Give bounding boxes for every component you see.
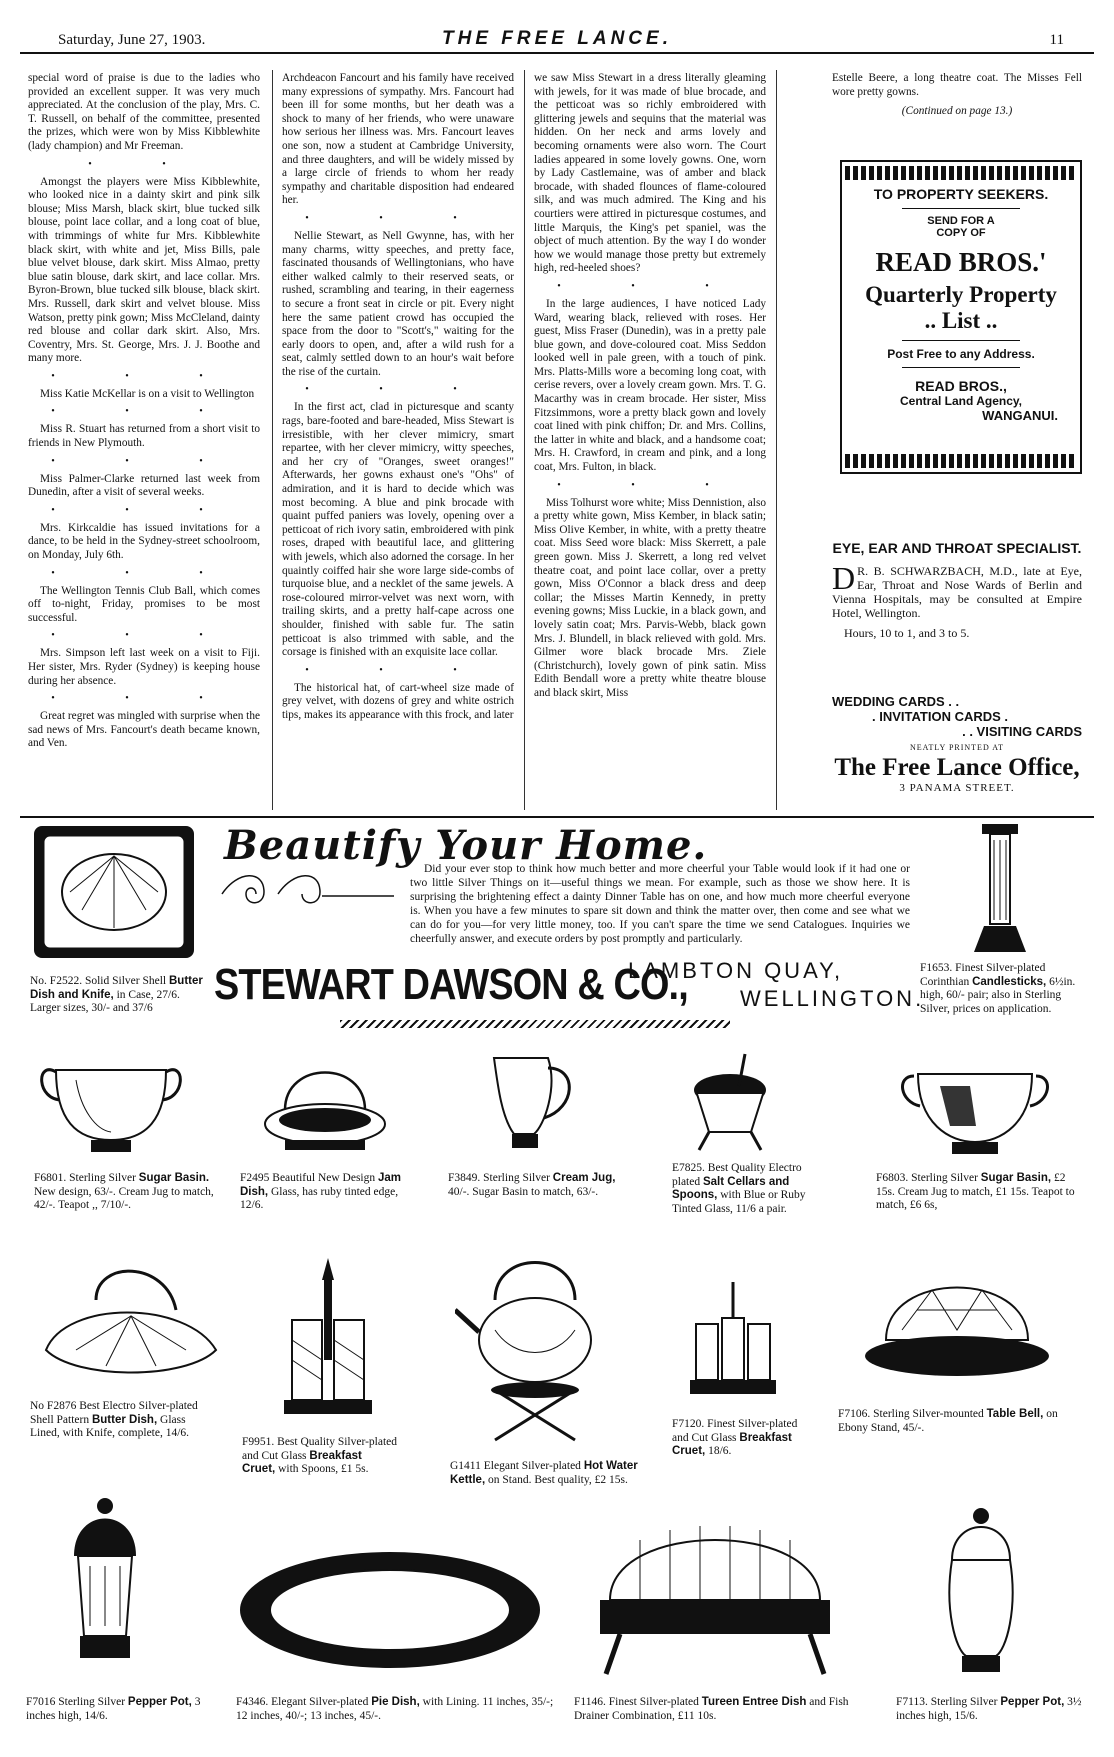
caption-sugar-basin-2 (876, 1172, 1086, 1213)
column-3 (534, 72, 766, 707)
item-code: E7825. (672, 1162, 705, 1174)
item-price: on Ebony Stand, 45/-. (838, 1408, 1058, 1434)
item-price: in Case, 27/6. Larger sizes, 30/- and 37/6 (30, 988, 180, 1014)
item-code: G1411 (450, 1460, 481, 1472)
zigzag-ornament (340, 1020, 730, 1028)
firm-address-line-2: WELLINGTON. (740, 986, 925, 1011)
column-1 (28, 72, 260, 757)
ad-sign-town: WANGANUI. (982, 408, 1058, 423)
item-code: F1653. (920, 962, 953, 974)
item-name: Breakfast Cruet, (672, 1431, 792, 1457)
advert-intro: Did your ever stop to think how much better and more cheerful your Table would look if it had one or two little Silver Things on it—useful things we mean. For example, such as those we show here. It is surprising the brightening effect a dainty Dinner Table has on one, and how much more cheerful everyone is. When you have a few minutes to spare sit down and think the matter over, then come and see what we can do for you—for very little money, too. If you can't spare the time we send Catalogues. Inquiries we cheerfully answer, and execute orders by post promptly and particularly. (410, 863, 910, 945)
item-code: No. F2522. (30, 975, 83, 987)
item-code: F4346. (236, 1696, 269, 1708)
column-2 (282, 72, 514, 729)
caption-butter-dish (30, 975, 205, 1016)
item-code: F6801. (34, 1172, 67, 1184)
specialist-body (832, 560, 1082, 620)
advert-title: Beautify Your Home. (224, 822, 708, 869)
paragraph: Miss R. Stuart has returned from a short visit to friends in New Plymouth. (28, 423, 260, 450)
item-code: F6803. (876, 1172, 909, 1184)
butter-dish-case-illustration (30, 820, 200, 965)
ad-sign-agency: Central Land Agency, (899, 394, 1023, 408)
item-price: and Fish Drainer Combination, £11 10s. (574, 1696, 849, 1722)
item-price: 6½in. high, 60/- pair; also in Sterling Silver, prices on application. (920, 975, 1076, 1015)
item-desc: Finest Silver-plated (608, 1696, 699, 1708)
item-price: Glass, has ruby tinted edge, 12/6. (240, 1185, 399, 1211)
item-name: Candlesticks, (972, 975, 1047, 988)
ornamental-border (845, 454, 1077, 468)
divider (902, 367, 1020, 368)
specialist-hours: Hours, 10 to 1, and 3 to 5. (844, 626, 970, 640)
item-name: Tureen Entree Dish (701, 1696, 807, 1708)
pie-dish-illustration (230, 1540, 550, 1680)
caption-pepper-pot-2 (896, 1696, 1086, 1723)
caption-breakfast-cruet-2 (672, 1418, 812, 1459)
paragraph: Mrs. Simpson left last week on a visit to Fiji. Her sister, Mrs. Ryder (Sydney) is keeping house during her absence. (28, 647, 260, 687)
table-bell-illustration (862, 1260, 1052, 1390)
item-name: Pepper Pot, (127, 1696, 192, 1708)
item-price: 3½ inches high, 15/6. (896, 1696, 1082, 1722)
item-code: F9951. (242, 1436, 275, 1448)
item-code: F2495 (240, 1172, 270, 1184)
item-code: No F2876 (30, 1400, 77, 1412)
separator-dots: • • • (51, 455, 237, 467)
item-name: Table Bell, (986, 1408, 1044, 1420)
ad-list-line-1: Quarterly Property (865, 282, 1057, 307)
paragraph: Archdeacon Fancourt and his family have received many expressions of sympathy. Mrs. Fancourt had been ill for some months, but her death was a shock to many of her friends, who were unaware how serious her illness was. Mrs. Fancourt leaves one son, now a student at Cambridge University, and three daughters, and will be widely missed by a large circle of friends to whom her ready sympathy and charitable disposition had endeared her. (282, 72, 514, 207)
invitation-cards: . INVITATION CARDS . (872, 709, 1009, 724)
item-name: Sugar Basin. (138, 1172, 210, 1184)
cream-jug-illustration (488, 1048, 578, 1158)
office-name: The Free Lance Office, (834, 754, 1080, 781)
ad-list-line-2: .. List .. (924, 308, 998, 333)
paragraph: Miss Palmer-Clarke returned last week from Dunedin, after a visit of several weeks. (28, 472, 260, 499)
paragraph: Miss Tolhurst wore white; Miss Dennistion, also a pretty white gown, Miss Kember, in black satin; Miss Olive Kember, in white, with a pretty theatre coat. Miss Seed wore black: Miss Skerrett, a pale green gown. Miss J. Skerrett, a long red velvet theatre coat, and point lace collar, over a pretty gown, Miss O'Connor a black dress and deep collar; the Misses Martin Kennedy, in pretty evening gowns; Miss Luckie, in a black gown, and lovely satin coat; Mrs. Parvis-Webb, black gown Mrs. J. Blundell, in black relieved with gold. Mrs. Gilmer wore black brocade Mrs. Ziele (Christchurch), lovely gown of pink satin. Miss Edith Bendall wore a pretty white theatre blouse and black skirt, Miss (534, 496, 766, 699)
masthead (20, 28, 1094, 54)
separator-dots: • • • (557, 479, 743, 491)
paragraph: Amongst the players were Miss Kibblewhite, who looked nice in a dainty skirt and pink silk blouse; Miss Marsh, black skirt, blue tucked silk blouse, point lace collar, and a long coat of blue, with trimmings of white fur Mrs. Kibblewhite black skirt, with white and jet, Miss Bills, pale blue velvet blouse, dark skirt. Miss Almao, pretty blue satin blouse, dark skirt, and lace collar. Mrs. Byron-Brown, blue tucked silk blouse, black skirt. Mrs. Russell, dark skirt and velvet blouse. Miss Watson, pretty pink gown; Miss McCleland, dainty red blouse and collar dark skirt. Also, Mrs. Coventry, Mrs. St. George, Mrs. J. J. Boothe and many more. (28, 175, 260, 365)
pepper-pot-illustration (60, 1486, 150, 1686)
jam-dish-illustration (255, 1050, 395, 1160)
paragraph: The historical hat, of cart-wheel size made of grey velvet, with dozens of grey and white ostrich tips, makes its appearance with this frock, and later (282, 681, 514, 721)
wedding-cards: WEDDING CARDS . . (832, 694, 960, 709)
separator-dots: • • (88, 158, 200, 170)
caption-pie-dish (236, 1696, 566, 1723)
item-code: F7113. (896, 1696, 928, 1708)
divider (902, 340, 1020, 341)
printing-advert (832, 694, 1082, 794)
item-desc: Solid Silver Shell (84, 975, 167, 987)
column-rule (272, 70, 273, 810)
item-desc: Best Quality Electro plated (672, 1162, 802, 1188)
divider (902, 208, 1020, 209)
paragraph: The Wellington Tennis Club Ball, which comes off to-night, Friday, promises to be most successful. (28, 584, 260, 624)
item-desc: Finest Silver-plated Corinthian (920, 962, 1046, 988)
caption-candlesticks (920, 962, 1090, 1016)
separator-dots: • • • (51, 406, 237, 418)
caption-shell-butter-dish (30, 1400, 210, 1441)
item-name: Sugar Basin, (980, 1172, 1052, 1184)
kettle-illustration (455, 1240, 615, 1450)
issue-date: Saturday, June 27, 1903. (58, 32, 206, 48)
specialist-notice (832, 540, 1082, 641)
item-name: Hot Water Kettle, (450, 1460, 638, 1486)
item-desc: Sterling Silver-mounted (873, 1408, 984, 1420)
item-price: New design, 63/-. Cream Jug to match, 42/-. Teapot ,, 7/10/-. (34, 1185, 214, 1211)
caption-table-bell (838, 1408, 1088, 1435)
item-name: Breakfast Cruet, (242, 1449, 362, 1475)
column-4 (832, 72, 1082, 125)
paragraph: Mrs. Kirkcaldie has issued invitations for a dance, to be held in the Sydney-street schoolroom, on Monday, July 6th. (28, 521, 260, 562)
item-code: F7016 (26, 1696, 56, 1708)
firm-address-line-1: LAMBTON QUAY, (628, 958, 844, 983)
shell-butter-dish-illustration (36, 1260, 226, 1395)
caption-cream-jug (448, 1172, 633, 1199)
cruet-2-illustration (688, 1278, 778, 1408)
item-name: Jam Dish, (240, 1172, 402, 1198)
separator-dots: • • • (51, 567, 237, 579)
specialist-title: EYE, EAR AND THROAT SPECIALIST. (832, 540, 1082, 556)
separator-dots: • • • (305, 664, 491, 676)
separator-dots: • • • (51, 630, 237, 642)
item-desc: Sterling Silver (58, 1696, 126, 1708)
item-desc: Finest Silver-plated and Cut Glass (672, 1418, 798, 1444)
item-desc: Best Electro Silver-plated Shell Pattern (30, 1400, 198, 1426)
caption-jam-dish (240, 1172, 410, 1213)
column-rule (524, 70, 525, 810)
read-bros-advert (840, 160, 1082, 474)
item-price: Glass Lined, with Knife, complete, 14/6. (30, 1413, 190, 1439)
separator-dots: • • • (51, 693, 237, 705)
paragraph: Nellie Stewart, as Nell Gwynne, has, with her many charms, witty speeches, and pretty face, fascinated thousands of Wellingtonians, who have either walked calmly to their reserved seats, or rushed, scrambling and tearing, in their eagerness to secure a front seat in circle or pit. Every night here the same patient crowd has occupied the space from the door to "Scott's," waiting for the early doors to open, and, after a wild rush for a seat, calmly settled down to an hour's wait before the rise of the curtain. (282, 229, 514, 378)
specialist-text: R. B. SCHWARZBACH, M.D., late at Eye, Ear, Throat and Nose Wards of Berlin and Vienna Hospitals, may be consulted at Empire Hotel, Wellington. (832, 564, 1082, 620)
item-price: 40/-. Sugar Basin to match, 63/-. (448, 1185, 599, 1198)
ad-post-free: Post Free to any Address. (887, 347, 1035, 361)
item-desc: Sterling Silver (911, 1172, 978, 1184)
scroll-ornament (218, 866, 398, 912)
separator-dots: • • • (51, 370, 237, 382)
item-code: F7106. (838, 1408, 871, 1420)
item-desc: Elegant Silver-plated (483, 1460, 581, 1472)
ad-firm-name: READ BROS.' (875, 247, 1047, 277)
ornamental-border (845, 166, 1077, 180)
salt-cellar-illustration (685, 1046, 775, 1156)
drop-cap: D (832, 560, 856, 596)
item-code: F7120. (672, 1418, 705, 1430)
caption-tureen (574, 1696, 884, 1723)
office-address: 3 PANAMA STREET. (899, 782, 1015, 794)
caption-kettle (450, 1460, 640, 1487)
item-name: Butter Dish and Knife, (30, 975, 203, 1001)
paragraph: we saw Miss Stewart in a dress literally gleaming with jewels, for it was made of blue brocade, and the petticoat was so richly embroidered with glittering jewels and sequins that the material was hidden. On her neck and arms lovely and becoming ornaments were also worn. The Court ladies appeared in some lovely gowns. One, worn by Lady Castlemaine, was of amber and black brocade, with shaded flounces of flame-coloured silk, and was much admired. The King and his courtiers were attired in picturesque costumes, and little Marquis, the King's pet spaniel, was the object of much attention. By the way I do wonder how we would manage those pretty but extremely high, red-heeled shoes? (534, 72, 766, 275)
pepper-pot-2-illustration (936, 1500, 1026, 1685)
separator-dots: • • • (305, 384, 491, 396)
firm-name: STEWART DAWSON & CO., (214, 960, 688, 1009)
ad-send-line: SEND FOR A (927, 215, 995, 227)
item-desc: Sterling Silver (483, 1172, 550, 1184)
separator-dots: • • • (557, 280, 743, 292)
item-name: Pie Dish, (371, 1696, 420, 1708)
paragraph: In the large audiences, I have noticed Lady Ward, wearing black, relieved with roses. Her guest, Miss Fraser (Dunedin), was in a pretty pale blue gown, and dove-coloured coat. Miss Seddon looked well in pale green, with a touch of pink. Mrs. Platts-Mills wore a becoming long coat, with cerise revers, over a lovely cream gown. Mrs. T. G. Macarthy was in cream brocade. Her sister, Miss Fitzsimmons, wore a pretty black gown and lovely coat lined with pink chiffon; Dr. and Mrs. Collins, the latter in white and black, and a handsome coat; Mrs. H. Crawford, in cream and pink, and a long coat, Mrs. Fulton, in black. (534, 297, 766, 474)
newspaper-title: THE FREE LANCE. (442, 28, 672, 49)
separator-dots: • • • (51, 504, 237, 516)
neatly-printed: NEATLY PRINTED AT (909, 743, 1005, 752)
ad-copy-line: COPY OF (936, 227, 986, 239)
item-name: Pepper Pot, (1000, 1696, 1065, 1708)
item-price: £2 15s. Cream Jug to match, £1 15s. Teapot to match, £6 6s, (876, 1172, 1075, 1211)
item-desc: Best Quality Silver-plated and Cut Glass (242, 1436, 398, 1462)
item-code: F3849. (448, 1172, 481, 1184)
cruet-illustration (278, 1250, 378, 1430)
caption-sugar-basin (34, 1172, 214, 1213)
item-desc: Elegant Silver-plated (271, 1696, 369, 1708)
item-price: 18/6. (708, 1445, 732, 1457)
item-price: with Lining. 11 inches, 35/-; 12 inches, 40/-; 13 inches, 45/-. (236, 1696, 554, 1722)
item-code: F1146. (574, 1696, 606, 1708)
column-rule (776, 70, 777, 810)
section-rule (20, 816, 1094, 818)
paragraph: In the first act, clad in picturesque and scanty rags, bare-footed and bare-headed, Miss Stewart is irresistible, with her clever mimicry, smart repartee, with her clever mimicry, witty speeches, and her cry of "Oranges, sweet oranges!" Afterwards, her gowns exhaust one's "Ohs" of admiration, and it is hard to decide which was most becoming. A blue and pink brocade with quaint puffed paniers was lovely, opening over a petticoat of rich ivory satin, embroidered with pink roses, draped with beautiful lace, and glittering with jewels, which also adorned the corsage. In her quaintly coiffed hair she wore large side-combs of turquoise blue, and a necklet of the same jewels. A rose-coloured mirror-velvet was next worn, with trailing skirts, and a pretty half-cape across one shoulder, finished with sable fur. The satin petticoat is also trimmed with sable, and the corsage is finished with an exquisite lace collar. (282, 401, 514, 659)
caption-salt-cellars (672, 1162, 822, 1216)
ad-sign-name: READ BROS., (915, 378, 1007, 394)
item-name: Butter Dish, (91, 1413, 158, 1426)
separator-dots: • • • (305, 212, 491, 224)
sugar-basin-illustration (36, 1060, 186, 1160)
item-desc: Sterling Silver (930, 1696, 998, 1708)
visiting-cards: . . VISITING CARDS (962, 724, 1082, 739)
page-number: 11 (1049, 32, 1064, 48)
item-price: with Blue or Ruby Tinted Glass, 11/6 a pair. (672, 1189, 806, 1215)
item-price: with Spoons, £1 5s. (278, 1463, 369, 1475)
sugar-basin-2-illustration (900, 1062, 1050, 1162)
item-name: Cream Jug, (552, 1172, 616, 1184)
item-desc: Sterling Silver (69, 1172, 136, 1184)
paragraph: Miss Katie McKellar is on a visit to Wellington (40, 387, 255, 400)
caption-breakfast-cruet (242, 1436, 397, 1477)
item-price: 3 inches high, 14/6. (26, 1696, 201, 1722)
item-name: Salt Cellars and Spoons, (672, 1175, 790, 1201)
item-desc: Beautiful New Design (272, 1172, 376, 1184)
item-price: on Stand. Best quality, £2 15s. (488, 1473, 628, 1486)
paragraph: special word of praise is due to the ladies who provided an excellent supper. It was very much appreciated. At the conclusion of the play, Mrs. C. T. Russell, on behalf of the committee, presented the prizes, which were won by Miss Kibblewhite (lady champion) and Mr Freeman. (28, 72, 260, 152)
continued-note: (Continued on page 13.) (901, 105, 1013, 118)
paragraph: Estelle Beere, a long theatre coat. The Misses Fell wore pretty gowns. (832, 72, 1082, 98)
ad-heading: TO PROPERTY SEEKERS. (873, 186, 1049, 202)
candlestick-illustration (960, 820, 1040, 960)
caption-pepper-pot (26, 1696, 226, 1723)
tureen-illustration (570, 1510, 860, 1685)
paragraph: Great regret was mingled with surprise when the sad news of Mrs. Fancourt's death became known, and Ven. (28, 710, 260, 750)
